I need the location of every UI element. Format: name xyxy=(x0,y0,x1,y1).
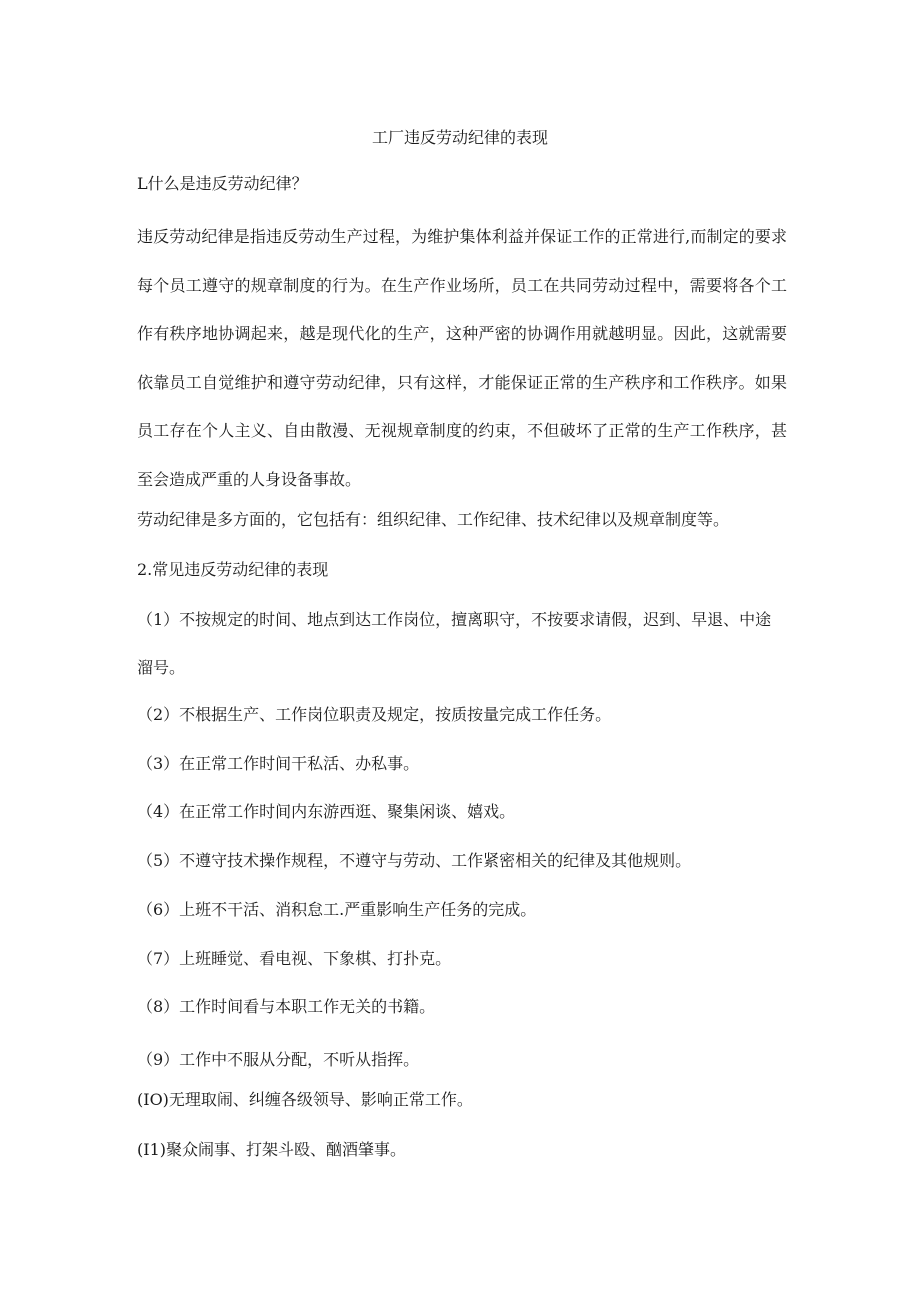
list-item-7: （7）上班睡觉、看电视、下象棋、打扑克。 xyxy=(137,949,452,968)
section-heading-2: 2.常见违反劳动纪律的表现 xyxy=(137,560,329,579)
list-item-5: （5）不遵守技术操作规程，不遵守与劳动、工作紧密相关的纪律及其他规则。 xyxy=(137,851,692,870)
list-item-4: （4）在正常工作时间内东游西逛、聚集闲谈、嬉戏。 xyxy=(137,802,516,821)
section-heading-1: L什么是违反劳动纪律？ xyxy=(137,174,308,193)
list-item-6: （6）上班不干活、消积怠工.严重影响生产任务的完成。 xyxy=(137,900,537,919)
list-item-1: （1）不按规定的时间、地点到达工作岗位，擅离职守，不按要求请假，迟到、早退、中途溜号。 xyxy=(137,610,772,677)
paragraph-2: 劳动纪律是多方面的，它包括有：组织纪律、工作纪律、技术纪律以及规章制度等。 xyxy=(137,510,730,529)
list-item-3: （3）在正常工作时间干私活、办私事。 xyxy=(137,754,420,773)
list-item-9: （9）工作中不服从分配，不听从指挥。 xyxy=(137,1050,420,1069)
paragraph-1: 违反劳动纪律是指违反劳动生产过程，为维护集体利益并保证工作的正常进行,而制定的要求每个员工遵守的规章制度的行为。在生产作业场所，员工在共同劳动过程中，需要将各个工作有秩序地协调起来，越是现代化的生产，这种严密的协调作用就越明显。因此，这就需要依靠员工自觉维护和遵守劳动纪律，只有这样，才能保证正常的生产秩序和工作秩序。如果员工存在个人主义、自由散漫、无视规章制度的约束，不但破坏了正常的生产工作秩序，甚至会造成严重的人身设备事故。 xyxy=(137,227,787,489)
list-item-11: (I1)聚众闹事、打架斗殴、酗酒肇事。 xyxy=(137,1140,406,1159)
list-item-10: (IO)无理取闹、纠缠各级领导、影响正常工作。 xyxy=(137,1090,473,1109)
page-title: 工厂违反劳动纪律的表现 xyxy=(371,128,548,147)
list-item-8: （8）工作时间看与本职工作无关的书籍。 xyxy=(137,997,436,1016)
list-item-2: （2）不根据生产、工作岗位职责及规定，按质按量完成工作任务。 xyxy=(137,705,612,724)
